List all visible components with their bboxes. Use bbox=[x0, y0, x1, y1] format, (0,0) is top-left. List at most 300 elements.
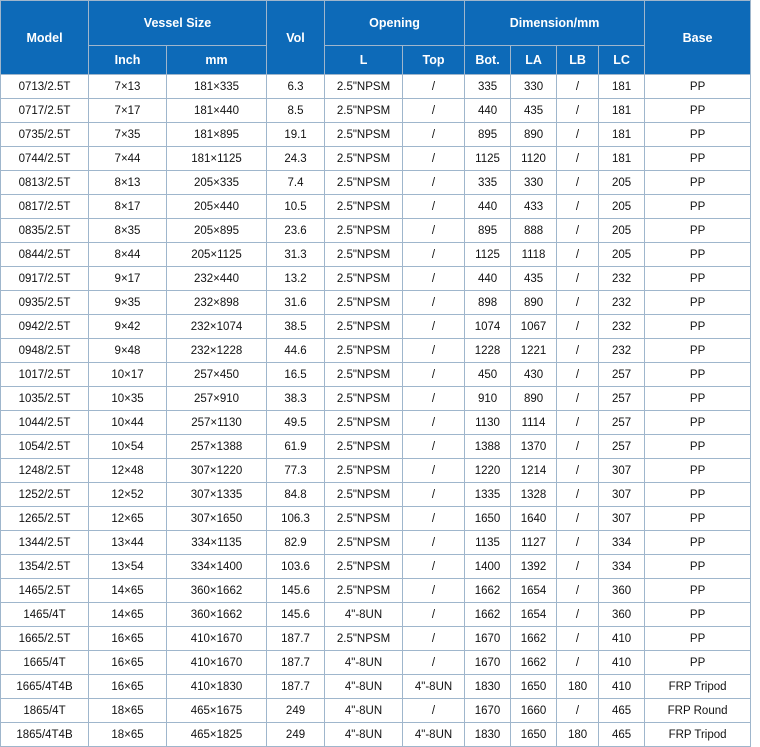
cell-dim-d: 181 bbox=[599, 75, 645, 99]
cell-opening-bot: / bbox=[403, 507, 465, 531]
cell-model: 1248/2.5T bbox=[1, 459, 89, 483]
cell-opening-bot: / bbox=[403, 339, 465, 363]
table-row bbox=[1, 99, 751, 123]
cell-dim-d: 232 bbox=[599, 315, 645, 339]
table-row bbox=[1, 123, 751, 147]
cell-base: PP bbox=[645, 99, 751, 123]
cell-vol-l: 38.3 bbox=[267, 387, 325, 411]
cell-dim-lb: 430 bbox=[511, 363, 557, 387]
cell-vol-l: 77.3 bbox=[267, 459, 325, 483]
cell-model: 0917/2.5T bbox=[1, 267, 89, 291]
column-header-la: LA bbox=[511, 46, 557, 75]
cell-dim-lb: 1654 bbox=[511, 603, 557, 627]
table-row bbox=[1, 219, 751, 243]
cell-dim-la: 1830 bbox=[465, 675, 511, 699]
cell-base: PP bbox=[645, 435, 751, 459]
cell-dim-lb: 1118 bbox=[511, 243, 557, 267]
cell-mm: 465×1825 bbox=[167, 723, 267, 747]
cell-dim-la: 335 bbox=[465, 171, 511, 195]
cell-dim-la: 1670 bbox=[465, 627, 511, 651]
column-header-vol: Vol bbox=[267, 1, 325, 75]
cell-dim-lc: / bbox=[557, 99, 599, 123]
cell-inch: 8×44 bbox=[89, 243, 167, 267]
cell-opening-bot: / bbox=[403, 219, 465, 243]
cell-dim-d: 410 bbox=[599, 627, 645, 651]
cell-dim-lb: 1654 bbox=[511, 579, 557, 603]
cell-dim-lb: 1650 bbox=[511, 723, 557, 747]
cell-model: 1265/2.5T bbox=[1, 507, 89, 531]
cell-dim-lb: 330 bbox=[511, 171, 557, 195]
cell-inch: 12×52 bbox=[89, 483, 167, 507]
column-header-inch: Inch bbox=[89, 46, 167, 75]
cell-dim-d: 181 bbox=[599, 147, 645, 171]
cell-inch: 7×17 bbox=[89, 99, 167, 123]
cell-vol-l: 23.6 bbox=[267, 219, 325, 243]
cell-opening-top: 4"-8UN bbox=[325, 723, 403, 747]
cell-inch: 10×17 bbox=[89, 363, 167, 387]
column-header-bot: Bot. bbox=[465, 46, 511, 75]
cell-dim-la: 1228 bbox=[465, 339, 511, 363]
cell-opening-bot: / bbox=[403, 171, 465, 195]
cell-dim-lb: 435 bbox=[511, 267, 557, 291]
cell-dim-la: 1074 bbox=[465, 315, 511, 339]
cell-dim-la: 1650 bbox=[465, 507, 511, 531]
cell-dim-lc: / bbox=[557, 147, 599, 171]
cell-mm: 307×1220 bbox=[167, 459, 267, 483]
cell-mm: 257×450 bbox=[167, 363, 267, 387]
cell-dim-la: 1220 bbox=[465, 459, 511, 483]
cell-dim-lc: / bbox=[557, 123, 599, 147]
cell-dim-d: 257 bbox=[599, 387, 645, 411]
cell-dim-lb: 1127 bbox=[511, 531, 557, 555]
cell-dim-lc: / bbox=[557, 363, 599, 387]
cell-dim-la: 895 bbox=[465, 219, 511, 243]
cell-vol-l: 49.5 bbox=[267, 411, 325, 435]
cell-dim-la: 1662 bbox=[465, 579, 511, 603]
cell-dim-lc: / bbox=[557, 219, 599, 243]
cell-base: PP bbox=[645, 315, 751, 339]
cell-opening-top: 2.5"NPSM bbox=[325, 459, 403, 483]
cell-model: 0817/2.5T bbox=[1, 195, 89, 219]
cell-vol-l: 103.6 bbox=[267, 555, 325, 579]
cell-dim-la: 1388 bbox=[465, 435, 511, 459]
cell-mm: 205×895 bbox=[167, 219, 267, 243]
cell-opening-top: 2.5"NPSM bbox=[325, 315, 403, 339]
table-row bbox=[1, 435, 751, 459]
cell-vol-l: 44.6 bbox=[267, 339, 325, 363]
cell-vol-l: 187.7 bbox=[267, 627, 325, 651]
cell-mm: 410×1670 bbox=[167, 651, 267, 675]
cell-base: PP bbox=[645, 555, 751, 579]
cell-base: PP bbox=[645, 579, 751, 603]
cell-inch: 8×13 bbox=[89, 171, 167, 195]
table-row bbox=[1, 531, 751, 555]
cell-dim-d: 334 bbox=[599, 555, 645, 579]
cell-dim-lc: / bbox=[557, 267, 599, 291]
cell-model: 1054/2.5T bbox=[1, 435, 89, 459]
cell-opening-top: 2.5"NPSM bbox=[325, 411, 403, 435]
column-header-dimension: Dimension/mm bbox=[465, 1, 645, 46]
table-row bbox=[1, 579, 751, 603]
cell-inch: 14×65 bbox=[89, 603, 167, 627]
cell-model: 0942/2.5T bbox=[1, 315, 89, 339]
column-header-l: L bbox=[325, 46, 403, 75]
cell-dim-d: 257 bbox=[599, 411, 645, 435]
cell-base: PP bbox=[645, 75, 751, 99]
cell-dim-lc: / bbox=[557, 435, 599, 459]
cell-model: 1665/2.5T bbox=[1, 627, 89, 651]
cell-inch: 10×54 bbox=[89, 435, 167, 459]
cell-model: 0813/2.5T bbox=[1, 171, 89, 195]
cell-dim-la: 335 bbox=[465, 75, 511, 99]
cell-dim-d: 205 bbox=[599, 195, 645, 219]
table-row bbox=[1, 483, 751, 507]
cell-dim-la: 440 bbox=[465, 99, 511, 123]
cell-mm: 257×910 bbox=[167, 387, 267, 411]
cell-dim-lc: / bbox=[557, 243, 599, 267]
cell-dim-lb: 1214 bbox=[511, 459, 557, 483]
cell-inch: 12×65 bbox=[89, 507, 167, 531]
cell-opening-top: 2.5"NPSM bbox=[325, 291, 403, 315]
cell-opening-bot: / bbox=[403, 291, 465, 315]
cell-base: PP bbox=[645, 507, 751, 531]
cell-dim-lc: 180 bbox=[557, 675, 599, 699]
cell-opening-bot: / bbox=[403, 75, 465, 99]
cell-vol-l: 187.7 bbox=[267, 651, 325, 675]
cell-opening-bot: / bbox=[403, 99, 465, 123]
cell-dim-la: 1670 bbox=[465, 651, 511, 675]
cell-base: FRP Tripod bbox=[645, 723, 751, 747]
cell-inch: 9×48 bbox=[89, 339, 167, 363]
cell-opening-top: 4"-8UN bbox=[325, 675, 403, 699]
cell-mm: 307×1335 bbox=[167, 483, 267, 507]
cell-dim-lb: 1221 bbox=[511, 339, 557, 363]
cell-opening-top: 2.5"NPSM bbox=[325, 99, 403, 123]
cell-dim-lb: 1662 bbox=[511, 651, 557, 675]
cell-opening-bot: / bbox=[403, 627, 465, 651]
cell-inch: 13×44 bbox=[89, 531, 167, 555]
cell-opening-top: 2.5"NPSM bbox=[325, 171, 403, 195]
cell-model: 0713/2.5T bbox=[1, 75, 89, 99]
cell-dim-lb: 433 bbox=[511, 195, 557, 219]
table-row bbox=[1, 459, 751, 483]
cell-dim-lc: / bbox=[557, 459, 599, 483]
cell-model: 0744/2.5T bbox=[1, 147, 89, 171]
table-row bbox=[1, 243, 751, 267]
cell-opening-top: 2.5"NPSM bbox=[325, 507, 403, 531]
table-row bbox=[1, 363, 751, 387]
cell-vol-l: 6.3 bbox=[267, 75, 325, 99]
cell-mm: 410×1830 bbox=[167, 675, 267, 699]
cell-dim-d: 410 bbox=[599, 651, 645, 675]
cell-mm: 232×440 bbox=[167, 267, 267, 291]
cell-vol-l: 106.3 bbox=[267, 507, 325, 531]
cell-inch: 10×44 bbox=[89, 411, 167, 435]
cell-opening-bot: / bbox=[403, 387, 465, 411]
cell-model: 1044/2.5T bbox=[1, 411, 89, 435]
cell-dim-d: 257 bbox=[599, 363, 645, 387]
cell-model: 1665/4T bbox=[1, 651, 89, 675]
cell-mm: 205×440 bbox=[167, 195, 267, 219]
cell-opening-bot: / bbox=[403, 579, 465, 603]
cell-inch: 13×54 bbox=[89, 555, 167, 579]
cell-dim-la: 450 bbox=[465, 363, 511, 387]
cell-inch: 12×48 bbox=[89, 459, 167, 483]
cell-vol-l: 187.7 bbox=[267, 675, 325, 699]
column-header-opening: Opening bbox=[325, 1, 465, 46]
cell-dim-la: 1130 bbox=[465, 411, 511, 435]
cell-dim-d: 205 bbox=[599, 219, 645, 243]
table-row bbox=[1, 699, 751, 723]
table-row bbox=[1, 75, 751, 99]
cell-dim-la: 1830 bbox=[465, 723, 511, 747]
cell-vol-l: 13.2 bbox=[267, 267, 325, 291]
cell-dim-lc: / bbox=[557, 171, 599, 195]
cell-model: 0844/2.5T bbox=[1, 243, 89, 267]
cell-dim-d: 465 bbox=[599, 723, 645, 747]
cell-dim-la: 1662 bbox=[465, 603, 511, 627]
cell-dim-lc: / bbox=[557, 483, 599, 507]
cell-model: 1465/4T bbox=[1, 603, 89, 627]
cell-model: 1865/4T bbox=[1, 699, 89, 723]
cell-dim-lc: / bbox=[557, 699, 599, 723]
cell-vol-l: 61.9 bbox=[267, 435, 325, 459]
cell-inch: 8×17 bbox=[89, 195, 167, 219]
cell-mm: 334×1135 bbox=[167, 531, 267, 555]
cell-vol-l: 19.1 bbox=[267, 123, 325, 147]
cell-opening-bot: / bbox=[403, 483, 465, 507]
cell-opening-bot: / bbox=[403, 195, 465, 219]
cell-dim-lc: / bbox=[557, 507, 599, 531]
cell-dim-lc: / bbox=[557, 627, 599, 651]
cell-dim-lb: 1067 bbox=[511, 315, 557, 339]
cell-opening-bot: / bbox=[403, 651, 465, 675]
cell-dim-lc: / bbox=[557, 315, 599, 339]
cell-model: 1344/2.5T bbox=[1, 531, 89, 555]
cell-base: PP bbox=[645, 651, 751, 675]
cell-dim-lb: 1370 bbox=[511, 435, 557, 459]
table-row bbox=[1, 627, 751, 651]
table-row bbox=[1, 195, 751, 219]
cell-vol-l: 145.6 bbox=[267, 603, 325, 627]
table-row bbox=[1, 291, 751, 315]
cell-dim-d: 181 bbox=[599, 99, 645, 123]
cell-dim-la: 440 bbox=[465, 267, 511, 291]
cell-model: 1017/2.5T bbox=[1, 363, 89, 387]
cell-opening-bot: / bbox=[403, 123, 465, 147]
cell-dim-lc: / bbox=[557, 339, 599, 363]
cell-dim-lb: 1660 bbox=[511, 699, 557, 723]
cell-opening-top: 2.5"NPSM bbox=[325, 627, 403, 651]
cell-inch: 8×35 bbox=[89, 219, 167, 243]
cell-mm: 232×898 bbox=[167, 291, 267, 315]
cell-model: 1665/4T4B bbox=[1, 675, 89, 699]
cell-opening-bot: / bbox=[403, 699, 465, 723]
cell-opening-top: 2.5"NPSM bbox=[325, 483, 403, 507]
cell-inch: 14×65 bbox=[89, 579, 167, 603]
cell-mm: 205×1125 bbox=[167, 243, 267, 267]
cell-opening-top: 2.5"NPSM bbox=[325, 75, 403, 99]
cell-opening-top: 2.5"NPSM bbox=[325, 387, 403, 411]
cell-opening-top: 2.5"NPSM bbox=[325, 363, 403, 387]
cell-dim-lc: / bbox=[557, 195, 599, 219]
cell-mm: 410×1670 bbox=[167, 627, 267, 651]
cell-mm: 465×1675 bbox=[167, 699, 267, 723]
cell-opening-top: 4"-8UN bbox=[325, 651, 403, 675]
cell-dim-la: 895 bbox=[465, 123, 511, 147]
table-row bbox=[1, 651, 751, 675]
cell-dim-lb: 1640 bbox=[511, 507, 557, 531]
cell-opening-bot: / bbox=[403, 603, 465, 627]
table-header: Model Vessel Size Vol Opening Dimension/mm Base Inch mm L Top Bot. LA LB LC D bbox=[1, 1, 751, 75]
cell-vol-l: 10.5 bbox=[267, 195, 325, 219]
cell-inch: 7×13 bbox=[89, 75, 167, 99]
cell-vol-l: 7.4 bbox=[267, 171, 325, 195]
cell-dim-d: 205 bbox=[599, 171, 645, 195]
cell-dim-d: 360 bbox=[599, 603, 645, 627]
cell-dim-d: 257 bbox=[599, 435, 645, 459]
cell-dim-d: 307 bbox=[599, 459, 645, 483]
cell-opening-bot: 4"-8UN bbox=[403, 675, 465, 699]
cell-mm: 232×1074 bbox=[167, 315, 267, 339]
cell-dim-lb: 888 bbox=[511, 219, 557, 243]
cell-dim-lc: / bbox=[557, 579, 599, 603]
cell-mm: 257×1388 bbox=[167, 435, 267, 459]
cell-opening-top: 2.5"NPSM bbox=[325, 195, 403, 219]
cell-opening-bot: / bbox=[403, 243, 465, 267]
cell-mm: 307×1650 bbox=[167, 507, 267, 531]
cell-base: PP bbox=[645, 603, 751, 627]
cell-dim-d: 465 bbox=[599, 699, 645, 723]
cell-opening-top: 2.5"NPSM bbox=[325, 339, 403, 363]
cell-dim-lc: / bbox=[557, 291, 599, 315]
cell-base: PP bbox=[645, 411, 751, 435]
cell-opening-bot: / bbox=[403, 147, 465, 171]
cell-dim-la: 1670 bbox=[465, 699, 511, 723]
cell-vol-l: 24.3 bbox=[267, 147, 325, 171]
cell-opening-top: 2.5"NPSM bbox=[325, 531, 403, 555]
cell-dim-lc: / bbox=[557, 651, 599, 675]
cell-opening-bot: / bbox=[403, 363, 465, 387]
cell-inch: 9×42 bbox=[89, 315, 167, 339]
cell-opening-bot: / bbox=[403, 459, 465, 483]
cell-model: 1865/4T4B bbox=[1, 723, 89, 747]
cell-dim-d: 232 bbox=[599, 267, 645, 291]
cell-base: FRP Round bbox=[645, 699, 751, 723]
cell-dim-lb: 435 bbox=[511, 99, 557, 123]
cell-base: PP bbox=[645, 459, 751, 483]
column-header-mm: mm bbox=[167, 46, 267, 75]
cell-opening-bot: / bbox=[403, 267, 465, 291]
cell-dim-la: 898 bbox=[465, 291, 511, 315]
cell-base: PP bbox=[645, 123, 751, 147]
cell-base: PP bbox=[645, 387, 751, 411]
cell-base: PP bbox=[645, 531, 751, 555]
cell-base: PP bbox=[645, 219, 751, 243]
cell-vol-l: 249 bbox=[267, 723, 325, 747]
cell-opening-top: 2.5"NPSM bbox=[325, 267, 403, 291]
cell-dim-d: 181 bbox=[599, 123, 645, 147]
cell-opening-top: 4"-8UN bbox=[325, 699, 403, 723]
cell-base: PP bbox=[645, 363, 751, 387]
cell-mm: 181×335 bbox=[167, 75, 267, 99]
cell-model: 0935/2.5T bbox=[1, 291, 89, 315]
cell-dim-lc: / bbox=[557, 603, 599, 627]
cell-vol-l: 16.5 bbox=[267, 363, 325, 387]
cell-dim-lb: 1328 bbox=[511, 483, 557, 507]
cell-vol-l: 31.3 bbox=[267, 243, 325, 267]
cell-base: PP bbox=[645, 339, 751, 363]
cell-mm: 360×1662 bbox=[167, 579, 267, 603]
cell-dim-lc: 180 bbox=[557, 723, 599, 747]
table-row bbox=[1, 315, 751, 339]
cell-opening-bot: / bbox=[403, 435, 465, 459]
column-header-model: Model bbox=[1, 1, 89, 75]
cell-inch: 16×65 bbox=[89, 675, 167, 699]
cell-dim-lc: / bbox=[557, 75, 599, 99]
cell-opening-bot: / bbox=[403, 315, 465, 339]
table-row bbox=[1, 603, 751, 627]
cell-opening-top: 2.5"NPSM bbox=[325, 147, 403, 171]
cell-base: PP bbox=[645, 483, 751, 507]
cell-dim-lc: / bbox=[557, 387, 599, 411]
cell-inch: 9×35 bbox=[89, 291, 167, 315]
column-header-lb: LB bbox=[557, 46, 599, 75]
cell-inch: 16×65 bbox=[89, 651, 167, 675]
cell-model: 0717/2.5T bbox=[1, 99, 89, 123]
cell-dim-lb: 890 bbox=[511, 387, 557, 411]
cell-dim-la: 1125 bbox=[465, 147, 511, 171]
cell-dim-la: 1335 bbox=[465, 483, 511, 507]
table-row bbox=[1, 387, 751, 411]
cell-model: 1035/2.5T bbox=[1, 387, 89, 411]
cell-inch: 18×65 bbox=[89, 699, 167, 723]
cell-opening-top: 2.5"NPSM bbox=[325, 123, 403, 147]
cell-dim-lb: 1114 bbox=[511, 411, 557, 435]
cell-dim-la: 1400 bbox=[465, 555, 511, 579]
cell-base: PP bbox=[645, 147, 751, 171]
table-body bbox=[1, 75, 751, 747]
cell-model: 1252/2.5T bbox=[1, 483, 89, 507]
cell-dim-lb: 890 bbox=[511, 123, 557, 147]
cell-dim-lb: 330 bbox=[511, 75, 557, 99]
cell-model: 0948/2.5T bbox=[1, 339, 89, 363]
cell-mm: 181×440 bbox=[167, 99, 267, 123]
cell-vol-l: 31.6 bbox=[267, 291, 325, 315]
column-header-base: Base bbox=[645, 1, 751, 75]
cell-mm: 181×1125 bbox=[167, 147, 267, 171]
cell-model: 0735/2.5T bbox=[1, 123, 89, 147]
column-header-top: Top bbox=[403, 46, 465, 75]
cell-base: PP bbox=[645, 627, 751, 651]
table-row bbox=[1, 675, 751, 699]
cell-base: PP bbox=[645, 195, 751, 219]
cell-dim-la: 1125 bbox=[465, 243, 511, 267]
cell-base: PP bbox=[645, 171, 751, 195]
cell-dim-la: 440 bbox=[465, 195, 511, 219]
table-row bbox=[1, 411, 751, 435]
cell-inch: 7×35 bbox=[89, 123, 167, 147]
cell-inch: 16×65 bbox=[89, 627, 167, 651]
cell-opening-bot: / bbox=[403, 555, 465, 579]
cell-mm: 205×335 bbox=[167, 171, 267, 195]
cell-base: PP bbox=[645, 243, 751, 267]
cell-dim-lc: / bbox=[557, 411, 599, 435]
cell-dim-lc: / bbox=[557, 555, 599, 579]
cell-base: PP bbox=[645, 267, 751, 291]
cell-dim-d: 360 bbox=[599, 579, 645, 603]
cell-dim-lb: 1650 bbox=[511, 675, 557, 699]
